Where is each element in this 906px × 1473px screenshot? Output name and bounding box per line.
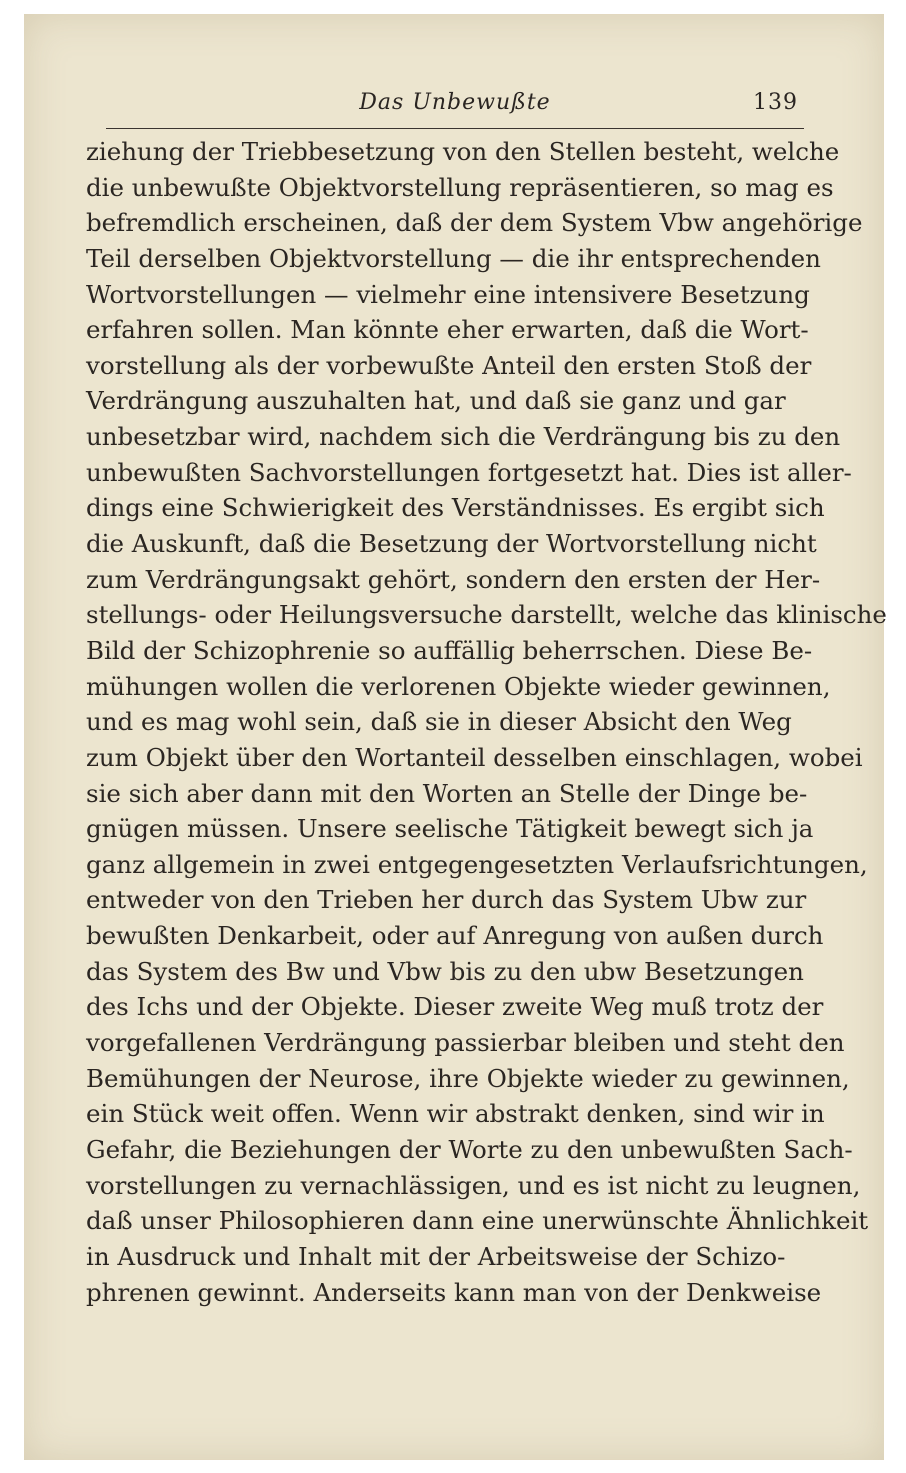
text-line: ein Stück weit offen. Wenn wir abstrakt denken, sind wir in: [86, 1099, 825, 1129]
body-text: [86, 134, 887, 1310]
text-line: erfahren sollen. Man könnte eher erwarten, daß die Wort-: [86, 315, 809, 345]
text-line: Bemühungen der Neurose, ihre Objekte wieder zu gewinnen,: [86, 1063, 850, 1093]
text-line: entweder von den Trieben her durch das System Ubw zur: [86, 885, 807, 915]
text-line: stellungs- oder Heilungsversuche darstellt, welche das klinische: [86, 600, 887, 630]
text-line: daß unser Philosophieren dann eine unerwünschte Ähnlichkeit: [86, 1206, 869, 1236]
text-line: vorstellung als der vorbewußte Anteil den ersten Stoß der: [86, 350, 812, 380]
text-line: befremdlich erscheinen, daß der dem System Vbw angehörige: [86, 208, 863, 238]
text-line: gnügen müssen. Unsere seelische Tätigkeit bewegt sich ja: [86, 814, 814, 844]
text-line: dings eine Schwierigkeit des Verständnisses. Es ergibt sich: [86, 493, 825, 523]
text-line: vorstellungen zu vernachlässigen, und es ist nicht zu leugnen,: [86, 1170, 861, 1200]
text-line: unbewußten Sachvorstellungen fortgesetzt hat. Dies ist aller-: [86, 457, 852, 487]
text-line: und es mag wohl sein, daß sie in dieser Absicht den Weg: [86, 707, 792, 737]
page-header: [106, 88, 804, 129]
text-line: bewußten Denkarbeit, oder auf Anregung von außen durch: [86, 921, 824, 951]
text-line: unbesetzbar wird, nachdem sich die Verdrängung bis zu den: [86, 422, 841, 452]
text-line: das System des Bw und Vbw bis zu den ubw Besetzungen: [86, 956, 804, 986]
text-line: ganz allgemein in zwei entgegengesetzten Verlaufsrichtungen,: [86, 849, 868, 879]
text-line: in Ausdruck und Inhalt mit der Arbeitsweise der Schizo-: [86, 1241, 786, 1271]
text-line: Gefahr, die Beziehungen der Worte zu den unbewußten Sach-: [86, 1134, 853, 1164]
text-line: Bild der Schizophrenie so auffällig beherrschen. Diese Be-: [86, 635, 813, 665]
text-line: sie sich aber dann mit den Worten an Stelle der Dinge be-: [86, 778, 808, 808]
text-line: die Auskunft, daß die Besetzung der Wortvorstellung nicht: [86, 529, 817, 559]
text-line: Wortvorstellungen — vielmehr eine intensivere Besetzung: [86, 279, 810, 309]
text-line: vorgefallenen Verdrängung passierbar bleiben und steht den: [86, 1028, 845, 1058]
page-number: 139: [753, 90, 798, 115]
text-line: Verdrängung auszuhalten hat, und daß sie ganz und gar: [86, 386, 786, 416]
running-title: Das Unbewußte: [359, 90, 551, 115]
text-line: phrenen gewinnt. Anderseits kann man von der Denkweise: [86, 1277, 822, 1307]
text-line: des Ichs und der Objekte. Dieser zweite Weg muß trotz der: [86, 992, 824, 1022]
text-line: ziehung der Triebbesetzung von den Stellen besteht, welche: [86, 137, 840, 166]
text-line: zum Objekt über den Wortanteil desselben einschlagen, wobei: [86, 742, 863, 772]
text-line: mühungen wollen die verlorenen Objekte wieder gewinnen,: [86, 671, 831, 701]
text-line: Teil derselben Objektvorstellung — die ihr entsprechenden: [86, 243, 821, 273]
text-line: die unbewußte Objektvorstellung repräsentieren, so mag es: [86, 172, 834, 202]
text-line: zum Verdrängungsakt gehört, sondern den ersten der Her-: [86, 564, 821, 594]
